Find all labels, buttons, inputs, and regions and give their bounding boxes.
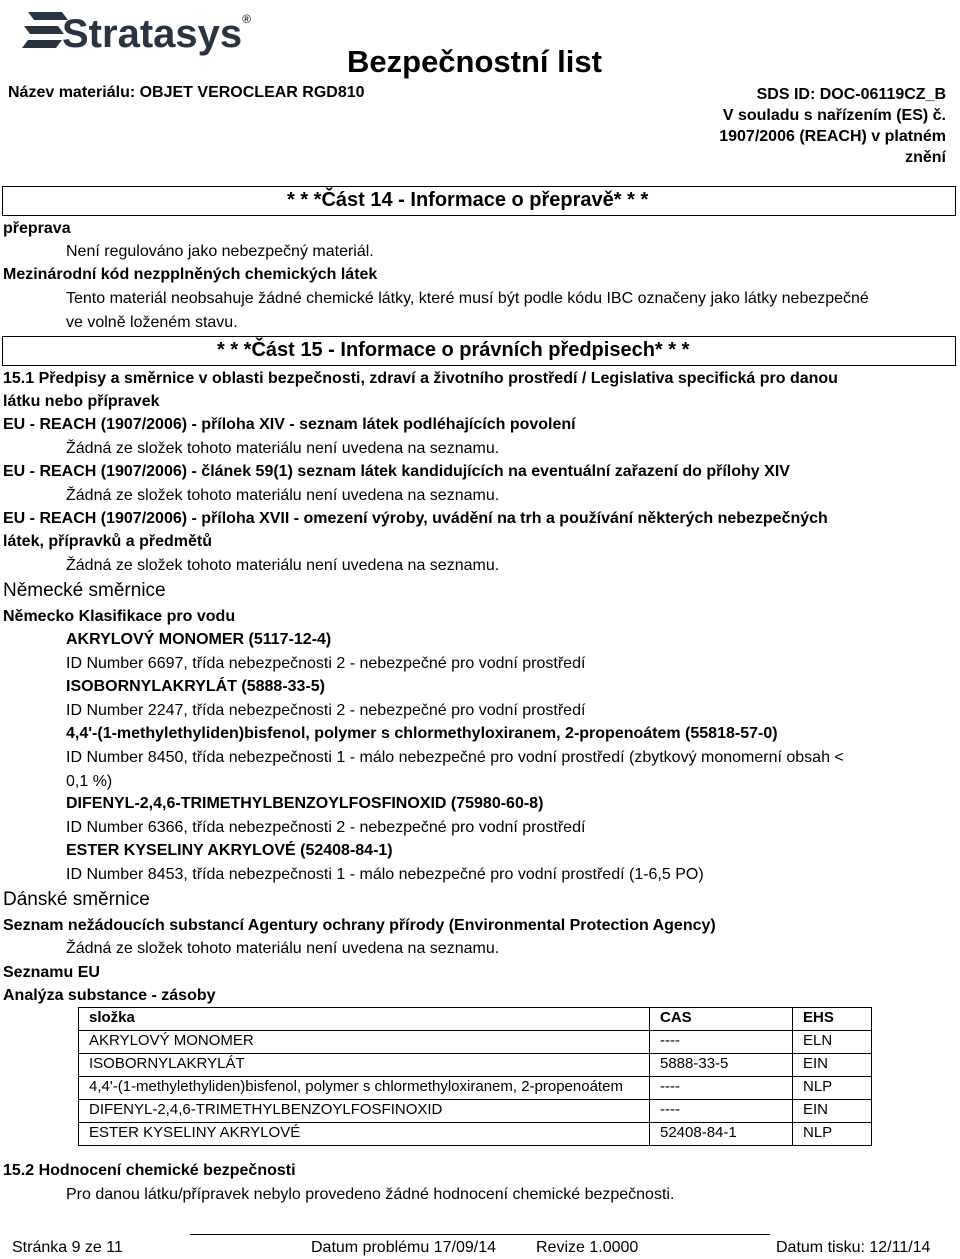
german-item-name: AKRYLOVÝ MONOMER (5117-12-4) [66,631,332,648]
none-listed-text: Žádná ze složek tohoto materiálu není uvedena na seznamu. [66,557,500,574]
inventory-heading: Analýza substance - zásoby [3,987,216,1004]
component-cell: DIFENYL-2,4,6-TRIMETHYLBENZOYLFOSFINOXID [79,1100,650,1123]
cas-cell: ---- [650,1077,793,1100]
reach-article-59: EU - REACH (1907/2006) - článek 59(1) seznam látek kandidujících na eventuální zařazení do přílohy XIV [3,463,790,480]
ibc-heading: Mezinárodní kód nezpplněných chemických látek [3,266,378,283]
section-14-header [2,186,956,216]
subsection-15-2-heading: 15.2 Hodnocení chemické bezpečnosti [3,1162,296,1179]
ehs-cell: EIN [793,1100,872,1123]
cas-cell: ---- [650,1031,793,1054]
german-item-name: ESTER KYSELINY AKRYLOVÉ (52408-84-1) [66,842,393,859]
section-15-title: * * *Část 15 - Informace o právních předpisech* * * [217,339,690,361]
table-row [79,1077,872,1100]
ehs-cell: ELN [793,1031,872,1054]
column-header-ehs: EHS [793,1008,872,1031]
material-name: Název materiálu: OBJET VEROCLEAR RGD810 [8,84,365,101]
component-cell: ISOBORNYLAKRYLÁT [79,1054,650,1077]
german-item-detail: ID Number 2247, třída nebezpečnosti 2 - nebezpečné pro vodní prostředí [66,702,586,719]
revision: Revize 1.0000 [536,1239,639,1256]
transport-text: Není regulováno jako nebezpečný materiál. [66,243,374,260]
ehs-cell: NLP [793,1123,872,1146]
component-cell: AKRYLOVÝ MONOMER [79,1031,650,1054]
german-item-detail: ID Number 8450, třída nebezpečnosti 1 - málo nebezpečné pro vodní prostředí (zbytkový monomerní obsah < [66,749,844,766]
none-listed-text: Žádná ze složek tohoto materiálu není uvedena na seznamu. [66,940,500,957]
german-water-heading: Německo Klasifikace pro vodu [3,608,236,625]
danish-directives-heading: Dánské směrnice [3,889,150,910]
header-meta [696,84,946,168]
german-directives-heading: Německé směrnice [3,580,166,601]
ehs-cell: NLP [793,1077,872,1100]
document-title: Bezpečnostní list [347,44,602,79]
column-header-cas: CAS [650,1008,793,1031]
cas-cell: ---- [650,1100,793,1123]
section-15-header [2,336,956,366]
subsection-15-1-heading: 15.1 Předpisy a směrnice v oblasti bezpečnosti, zdraví a životního prostředí / Legislativa specifická pro danou [3,370,838,387]
table-row [79,1100,872,1123]
footer-divider [190,1234,770,1235]
table-row [79,1054,872,1077]
epa-list-heading: Seznam nežádoucích substancí Agentury ochrany přírody (Environmental Protection Agency) [3,917,716,934]
german-item-detail: ID Number 8453, třída nebezpečnosti 1 - málo nebezpečné pro vodní prostředí (1-6,5 PO) [66,866,704,883]
brand-name: Stratasys® [62,12,251,56]
table-header-row [79,1008,872,1031]
german-item-name: DIFENYL-2,4,6-TRIMETHYLBENZOYLFOSFINOXID (75980-60-8) [66,795,544,812]
table-row [79,1031,872,1054]
transport-heading: přeprava [3,220,71,237]
reach-annex-xvii: EU - REACH (1907/2006) - příloha XVII - omezení výroby, uvádění na trh a používání některých nebezpečných [3,510,828,527]
ehs-cell: EIN [793,1054,872,1077]
reach-annex-xiv: EU - REACH (1907/2006) - příloha XIV - seznam látek podléhajících povolení [3,416,576,433]
ibc-text: Tento materiál neobsahuje žádné chemické látky, které musí být podle kódu IBC označeny jako látky nebezpečné [66,290,869,307]
german-item-detail: ID Number 6366, třída nebezpečnosti 2 - nebezpečné pro vodní prostředí [66,819,586,836]
page-number: Stránka 9 ze 11 [12,1239,123,1256]
column-header-component: složka [79,1008,650,1031]
german-item-name: 4,4'-(1-methylethyliden)bisfenol, polymer s chlormethyloxiranem, 2-propenoátem (55818-57-0) [66,725,778,742]
regulation-line: V souladu s nařízením (ES) č. [722,107,946,124]
german-item-detail: ID Number 6697, třída nebezpečnosti 2 - nebezpečné pro vodní prostředí [66,655,586,672]
reach-annex-xvii-cont: látek, přípravků a předmětů [3,533,212,550]
sds-id: SDS ID: DOC-06119CZ_B [756,86,946,103]
none-listed-text: Žádná ze složek tohoto materiálu není uvedena na seznamu. [66,487,500,504]
component-cell: 4,4'-(1-methylethyliden)bisfenol, polymer s chlormethyloxiranem, 2-propenoátem [79,1077,650,1100]
substance-inventory-table [78,1007,872,1146]
german-item-detail-cont: 0,1 %) [66,773,113,790]
cas-cell: 5888-33-5 [650,1054,793,1077]
chemical-safety-text: Pro danou látku/přípravek nebylo provedeno žádné hodnocení chemické bezpečnosti. [66,1186,675,1203]
regulation-line: 1907/2006 (REACH) v platném [719,128,946,145]
issue-date: Datum problému 17/09/14 [311,1239,496,1256]
eu-list-heading: Seznamu EU [3,964,100,981]
cas-cell: 52408-84-1 [650,1123,793,1146]
german-item-name: ISOBORNYLAKRYLÁT (5888-33-5) [66,678,326,695]
table-row [79,1123,872,1146]
ibc-text-cont: ve volně loženém stavu. [66,314,238,331]
regulation-line: znění [905,149,946,166]
none-listed-text: Žádná ze složek tohoto materiálu není uvedena na seznamu. [66,440,500,457]
section-14-title: * * *Část 14 - Informace o přepravě* * * [287,189,649,211]
subsection-15-1-heading-cont: látku nebo přípravek [3,393,160,410]
component-cell: ESTER KYSELINY AKRYLOVÉ [79,1123,650,1146]
print-date: Datum tisku: 12/11/14 [776,1239,931,1256]
